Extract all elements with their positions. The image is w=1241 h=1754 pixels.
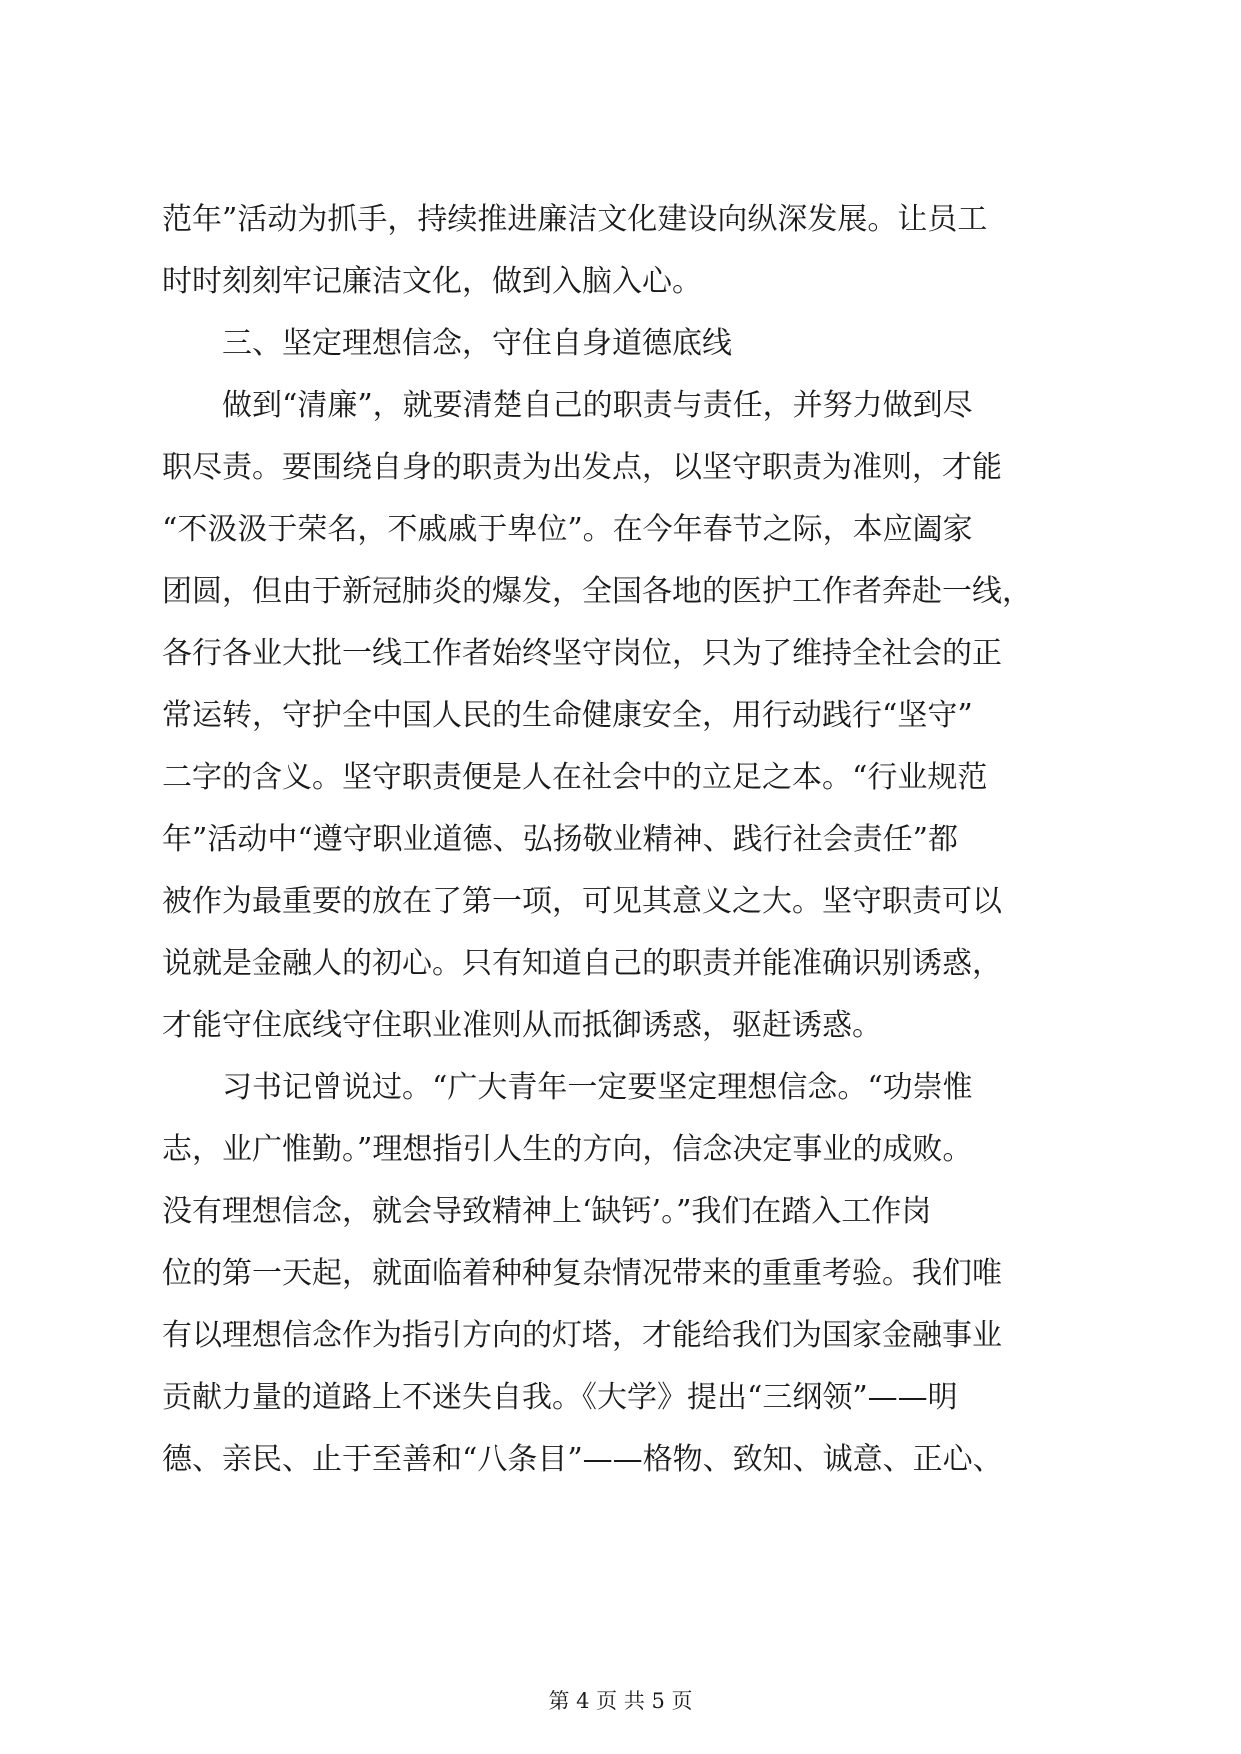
text-line: 贡献力量的道路上不迷失自我。《大学》提出“三纲领”——明 — [162, 1380, 958, 1415]
text-line: 团圆，但由于新冠肺炎的爆发，全国各地的医护工作者奔赴一线， — [162, 574, 1032, 609]
text-line: 没有理想信念，就会导致精神上‘缺钙’。”我们在踏入工作岗 — [162, 1194, 932, 1229]
text-line: 年”活动中“遵守职业道德、弘扬敬业精神、践行社会责任”都 — [162, 822, 959, 857]
text-line: 范年”活动为抓手，持续推进廉洁文化建设向纵深发展。让员工 — [162, 202, 988, 237]
text-line: “不汲汲于荣名，不戚戚于卑位”。在今年春节之际，本应阖家 — [162, 512, 973, 547]
text-line: 各行各业大批一线工作者始终坚守岗位，只为了维持全社会的正 — [162, 636, 1002, 671]
text-line: 才能守住底线守住职业准则从而抵御诱惑，驱赶诱惑。 — [162, 1008, 882, 1043]
text-line: 时时刻刻牢记廉洁文化，做到入脑入心。 — [162, 264, 702, 299]
text-line: 职尽责。要围绕自身的职责为出发点，以坚守职责为准则，才能 — [162, 450, 1002, 485]
text-line: 常运转，守护全中国人民的生命健康安全，用行动践行“坚守” — [162, 698, 973, 733]
text-line: 有以理想信念作为指引方向的灯塔，才能给我们为国家金融事业 — [162, 1318, 1002, 1353]
page-number-footer: 第 4 页 共 5 页 — [548, 1689, 693, 1713]
text-line: 被作为最重要的放在了第一项，可见其意义之大。坚守职责可以 — [162, 884, 1002, 919]
text-line: 位的第一天起，就面临着种种复杂情况带来的重重考验。我们唯 — [162, 1256, 1002, 1291]
text-line: 习书记曾说过。“广大青年一定要坚定理想信念。“功崇惟 — [162, 1070, 973, 1105]
text-line: 做到“清廉”，就要清楚自己的职责与责任，并努力做到尽 — [162, 388, 973, 423]
text-line: 志，业广惟勤。”理想指引人生的方向，信念决定事业的成败。 — [162, 1132, 973, 1167]
text-line: 德、亲民、止于至善和“八条目”——格物、致知、诚意、正心、 — [162, 1442, 1003, 1477]
text-line: 二字的含义。坚守职责便是人在社会中的立足之本。“行业规范 — [162, 760, 988, 795]
section-heading: 三、坚定理想信念，守住自身道德底线 — [162, 326, 732, 361]
text-line: 说就是金融人的初心。只有知道自己的职责并能准确识别诱惑， — [162, 946, 1002, 981]
